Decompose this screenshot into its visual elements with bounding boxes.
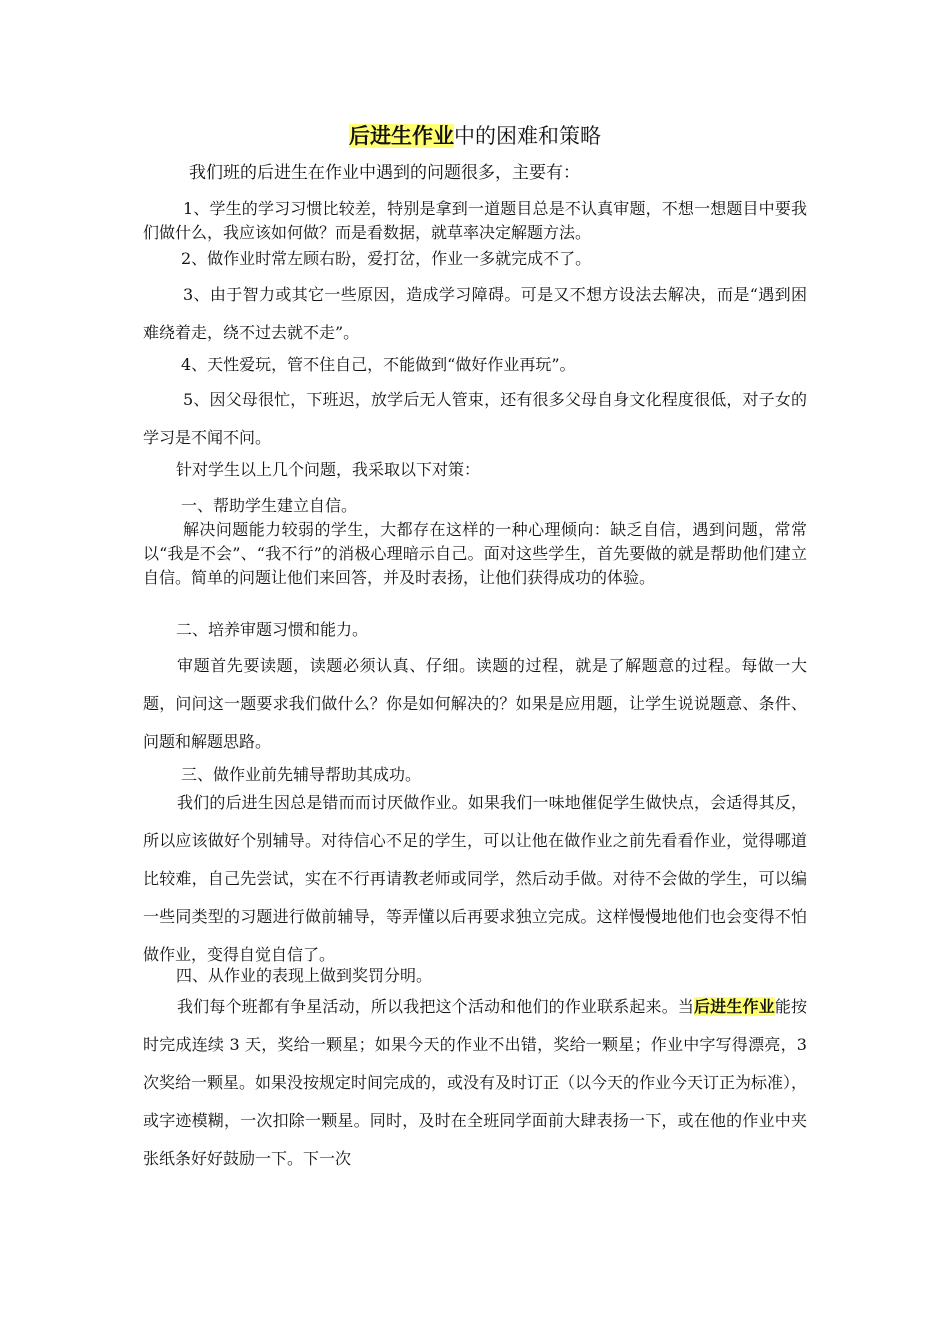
section-4-body-pre: 我们每个班都有争星活动，所以我把这个活动和他们的作业联系起来。当 (177, 997, 695, 1016)
section-4-body (143, 988, 807, 1178)
problem-4: 4、天性爱玩，管不住自己，不能做到“做好作业再玩”。 (181, 355, 576, 374)
measures-intro: 针对学生以上几个问题，我采取以下对策： (176, 460, 481, 479)
section-3-heading: 三、做作业前先辅导帮助其成功。 (181, 765, 422, 784)
title-rest: 中的困难和策略 (454, 124, 601, 148)
section-2-body: 审题首先要读题，读题必须认真、仔细。读题的过程，就是了解题意的过程。每做一大题，问问这一题要求我们做什么？你是如何解决的？如果是应用题，让学生说说题意、条件、问题和解题思路。 (143, 656, 807, 751)
problem-5: 5、因父母很忙，下班迟，放学后无人管束，还有很多父母自身文化程度很低，对子女的学习是不闻不问。 (143, 390, 807, 447)
section-2-heading: 二、培养审题习惯和能力。 (176, 620, 369, 639)
section-4-body-post: 能按时完成连续 3 天，奖给一颗星；如果今天的作业不出错，奖给一颗星；作业中字写得漂亮，3 次奖给一颗星。如果没按规定时间完成的，或没有及时订正（以今天的作业今天订正为标准），或字迹模糊，一次扣除一颗星。同时，及时在全班同学面前大肆表扬一下，或在他的作业中夹张纸条好好鼓励一下。下一次 (143, 997, 808, 1168)
problem-1: 1、学生的学习习惯比较差，特别是拿到一道题目总是不认真审题，不想一想题目中要我们做什么，我应该如何做？而是看数据，就草率决定解题方法。 (143, 199, 807, 242)
section-4-body-highlight: 后进生作业 (694, 997, 775, 1016)
section-1-heading: 一、帮助学生建立自信。 (181, 496, 358, 515)
title-highlight: 后进生作业 (349, 124, 454, 148)
document-title (0, 121, 950, 151)
intro-paragraph: 我们班的后进生在作业中遇到的问题很多，主要有： (189, 163, 580, 183)
section-3-body: 我们的后进生因总是错而而讨厌做作业。如果我们一味地催促学生做快点，会适得其反，所以应该做好个别辅导。对待信心不足的学生，可以让他在做作业之前先看看作业，觉得哪道比较难，自己先尝试，实在不行再请教老师或同学，然后动手做。对待不会做的学生，可以编一些同类型的习题进行做前辅导，等弄懂以后再要求独立完成。这样慢慢地他们也会变得不怕做作业，变得自觉自信了。 (143, 793, 807, 964)
problem-2: 2、做作业时常左顾右盼，爱打岔，作业一多就完成不了。 (181, 249, 592, 268)
section-4-heading: 四、从作业的表现上做到奖罚分明。 (176, 966, 433, 985)
problem-3: 3、由于智力或其它一些原因，造成学习障碍。可是又不想方设法去解决，而是“遇到困难绕着走，绕不过去就不走”。 (143, 285, 807, 342)
section-1-body: 解决问题能力较弱的学生，大都存在这样的一种心理倾向：缺乏自信，遇到问题，常常以“我是不会”、“我不行”的消极心理暗示自己。面对这些学生，首先要做的就是帮助他们建立自信。简单的问题让他们来回答，并及时表扬，让他们获得成功的体验。 (143, 520, 807, 587)
